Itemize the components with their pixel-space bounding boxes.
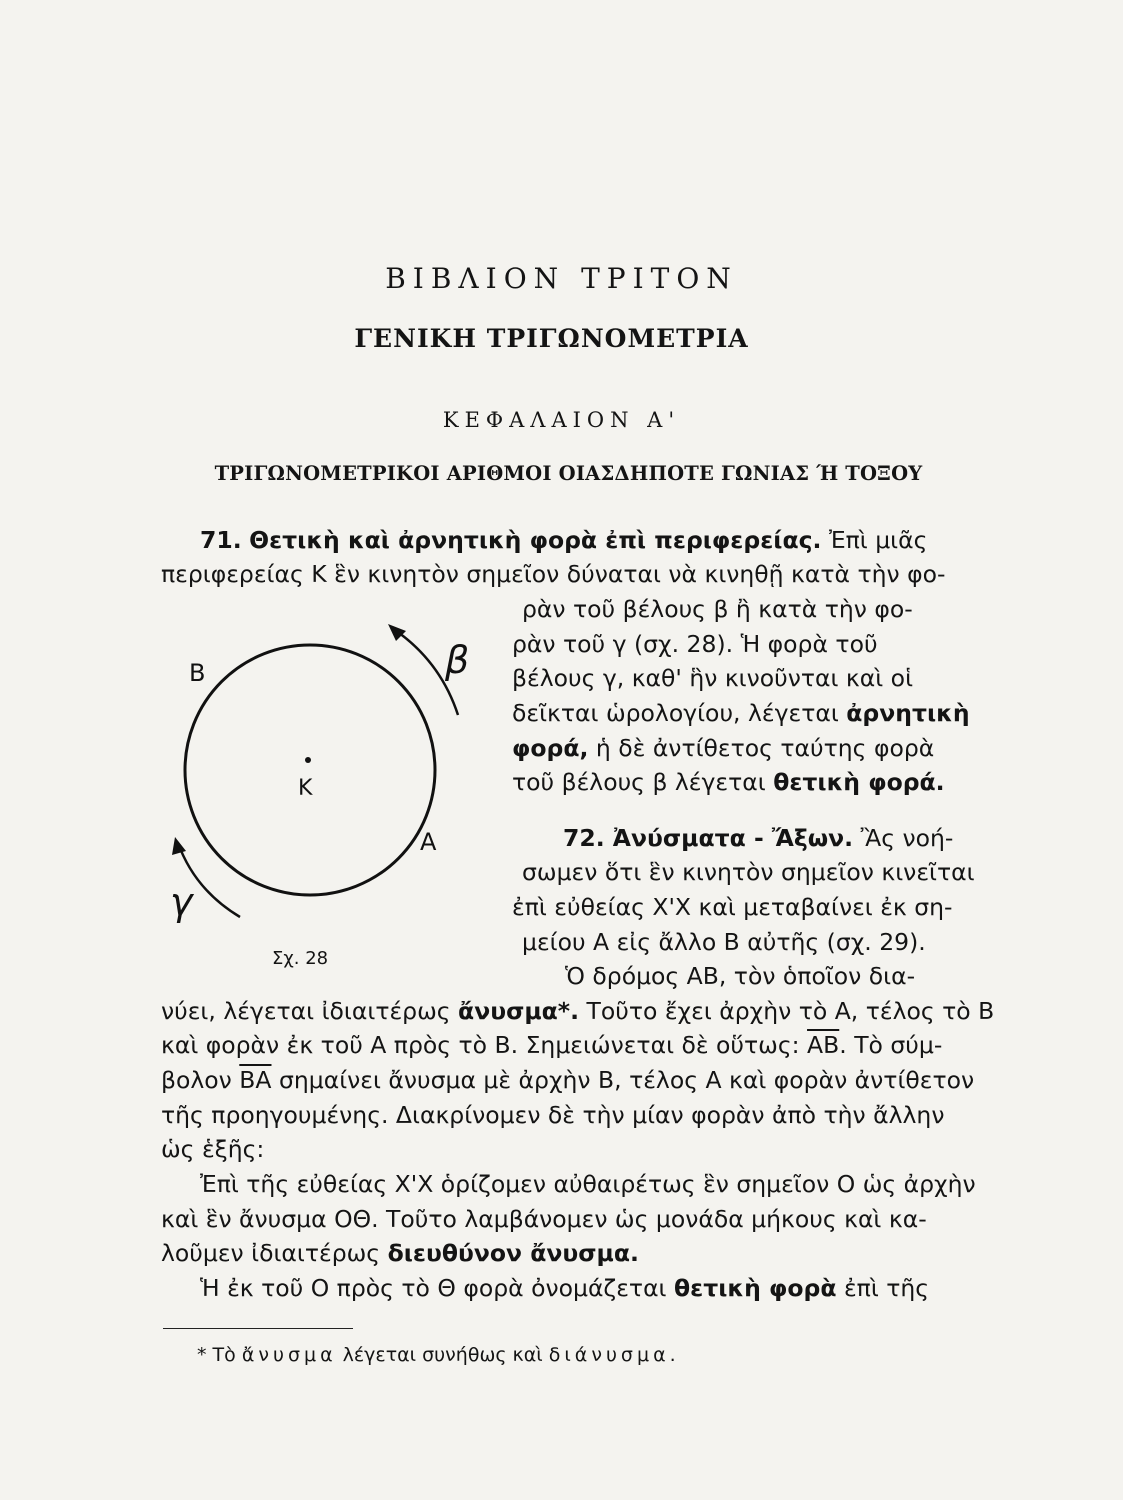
section72-line6: νύει, λέγεται ἰδιαιτέρως ἄνυσμα*. Τοῦτο ἔχει ἀρχὴν τὸ Α, τέλος τὸ Β [161,997,995,1025]
section71-line6: δεῖκται ὡρολογίου, λέγεται ἀρνητικὴ [512,699,970,727]
section72-line1: 72. Ἀνύσματα - Ἄξων. Ἂς νοή- [563,824,954,852]
section71-line2: περιφερείας Κ ἓν κινητὸν σημεῖον δύναται νὰ κινηθῇ κατὰ τὴν φο- [161,560,946,588]
label-b: Β [189,659,206,687]
center-point-k [305,757,311,763]
section72-line7: καὶ φορὰν ἐκ τοῦ Α πρὸς τὸ Β. Σημειώνεται δὲ οὕτως: $\overline{AB}$. Τὸ σύμ- [161,1031,943,1059]
section71-line1: 71. Θετικὴ καὶ ἀρνητικὴ φορὰ ἐπὶ περιφερείας. Ἐπὶ μιᾶς [200,526,928,554]
section71-line3: ρὰν τοῦ βέλους β ἢ κατὰ τὴν φο- [522,595,913,623]
section72-line4: μείου Α εἰς ἄλλο Β αὐτῆς (σχ. 29). [522,928,926,956]
section72-line3: ἐπὶ εὐθείας Χ'Χ καὶ μεταβαίνει ἐκ ση- [512,893,953,921]
section72-line2: σωμεν ὅτι ἓν κινητὸν σημεῖον κινεῖται [522,858,975,886]
section72-line10: ὡς ἑξῆς: [161,1135,265,1163]
book-subtitle: ΓΕΝΙΚΗ ΤΡΙΓΩΝΟΜΕΤΡΙΑ [354,324,749,353]
section72-heading: 72. Ἀνύσματα - Ἄξων. [563,824,854,852]
label-gamma: γ [170,880,193,924]
circle-k [185,645,435,895]
figure-caption: Σχ. 28 [272,948,329,969]
section72-line13: λοῦμεν ἰδιαιτέρως διευθύνον ἄνυσμα. [161,1239,639,1267]
label-beta: β [445,638,470,682]
section72-line14: Ἡ ἐκ τοῦ Ο πρὸς τὸ Θ φορὰ ὀνομάζεται θετικὴ φορὰ ἐπὶ τῆς [200,1274,930,1302]
vector-ba: $\overline{BA}$ [239,1066,272,1094]
arrowhead-beta [388,624,406,641]
section71-line7: φορά, ἡ δὲ ἀντίθετος ταύτης φορὰ [512,734,935,762]
section71-line5: βέλους γ, καθ' ἣν κινοῦνται καὶ οἱ [512,664,914,692]
footnote: * Τὸ ἄνυσμα λέγεται συνήθως καὶ διάνυσμα. [197,1344,680,1366]
section71-line8: τοῦ βέλους β λέγεται θετικὴ φορά. [512,768,945,796]
section72-line12: καὶ ἓν ἄνυσμα ΟΘ. Τοῦτο λαμβάνομεν ὡς μονάδα μήκους καὶ κα- [161,1205,927,1233]
section71-heading: Θετικὴ καὶ ἀρνητικὴ φορὰ ἐπὶ περιφερείας. [249,526,822,554]
footnote-divider [163,1328,353,1329]
section71-number: 71. [200,526,242,554]
book-title: ΒΙΒΛΙΟΝ ΤΡΙΤΟΝ [385,262,738,295]
vector-ab: $\overline{AB}$ [807,1031,840,1059]
label-k: Κ [298,776,313,801]
chapter-title: ΤΡΙΓΩΝΟΜΕΤΡΙΚΟΙ ΑΡΙΘΜΟΙ ΟΙΑΣΔΗΠΟΤΕ ΓΩΝΙΑΣ Ή ΤΟΞΟΥ [214,462,923,485]
arrowhead-gamma [172,837,186,855]
section72-line5: Ὁ δρόμος ΑΒ, τὸν ὁποῖον δια- [565,962,916,990]
section72-line9: τῆς προηγουμένης. Διακρίνομεν δὲ τὴν μίαν φορὰν ἀπὸ τὴν ἄλλην [161,1101,945,1129]
section72-line8: βολον $\overline{BA}$ σημαίνει ἄνυσμα μὲ ἀρχὴν Β, τέλος Α καὶ φορὰν ἀντίθετον [161,1066,975,1094]
chapter-heading: ΚΕΦΑΛΑΙΟΝ Α' [442,408,681,432]
section72-line11: Ἐπὶ τῆς εὐθείας Χ'Χ ὁρίζομεν αὐθαιρέτως ἓν σημεῖον Ο ὡς ἀρχὴν [200,1170,976,1198]
section71-line4: ρὰν τοῦ γ (σχ. 28). Ἡ φορὰ τοῦ [512,630,878,658]
figure-circle-diagram [150,615,490,935]
label-a: Α [420,828,437,856]
